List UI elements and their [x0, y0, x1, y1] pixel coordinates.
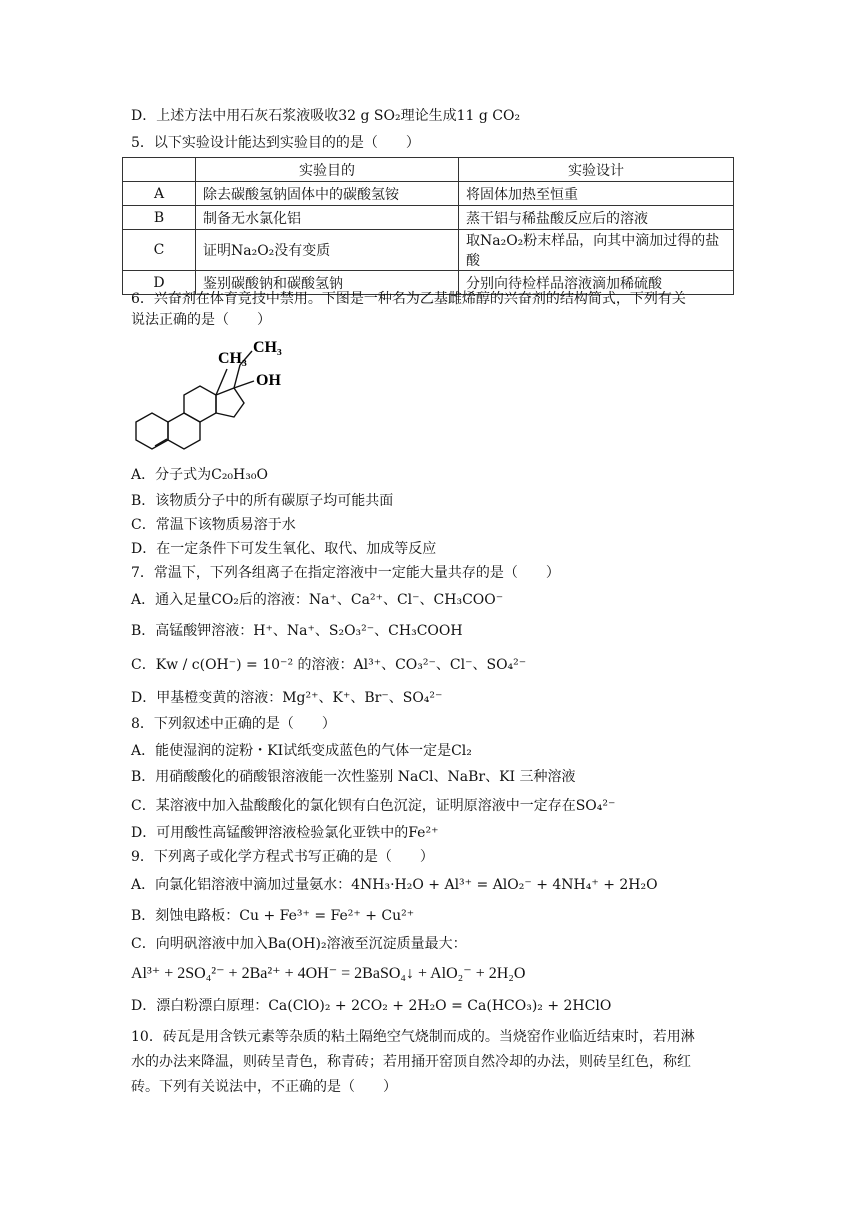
q7-stem: 7．常温下，下列各组离子在指定溶液中一定能大量共存的是（ ） [131, 565, 560, 581]
q10-stem-line2: 水的办法来降温，则砖呈青色，称青砖；若用捅开窑顶自然冷却的办法，则砖呈红色，称红 [131, 1054, 691, 1070]
ethylestrenol-structure [128, 335, 318, 460]
table-row [123, 230, 734, 271]
table-header-row [123, 158, 734, 182]
ch3-methyl-label: CH₃ [218, 350, 247, 367]
row-key: C [123, 230, 196, 271]
table-row [123, 206, 734, 230]
ring-b [168, 413, 200, 449]
q6-option-d: D．在一定条件下可发生氧化、取代、加成等反应 [131, 541, 437, 557]
q7-option-c: C．Kw / c(OH⁻) = 10⁻² 的溶液：Al³⁺、CO₃²⁻、Cl⁻、SO₄²⁻ [131, 657, 527, 673]
q8-option-c: C．某溶液中加入盐酸酸化的氯化钡有白色沉淀，证明原溶液中一定存在SO₄²⁻ [131, 798, 616, 814]
q9-option-c: C．向明矾溶液中加入Ba(OH)₂溶液至沉淀质量最大： [131, 936, 467, 952]
row-purpose: 证明Na₂O₂没有变质 [196, 230, 459, 271]
ring-d [216, 388, 244, 417]
table-header-design: 实验设计 [459, 158, 734, 182]
ring-a [136, 413, 168, 449]
q8-stem: 8．下列叙述中正确的是（ ） [131, 716, 336, 732]
q6-stem-line2: 说法正确的是（ ） [131, 312, 271, 328]
q10-stem-line1: 10．砖瓦是用含铁元素等杂质的粘土隔绝空气烧制而成的。当烧窑作业临近结束时，若用淋 [131, 1029, 695, 1045]
row-key: B [123, 206, 196, 230]
q8-option-a: A．能使湿润的淀粉・KI试纸变成蓝色的气体一定是Cl₂ [131, 743, 472, 759]
q9-stem: 9．下列离子或化学方程式书写正确的是（ ） [131, 849, 434, 865]
row-design: 将固体加热至恒重 [459, 182, 734, 206]
ethyl-bond-1 [234, 365, 240, 388]
q6-option-a: A．分子式为C₂₀H₃₀O [131, 467, 268, 483]
q5-table [122, 157, 734, 295]
q6-option-b: B．该物质分子中的所有碳原子均可能共面 [131, 493, 394, 509]
q9-option-a: A．向氯化铝溶液中滴加过量氨水：4NH₃·H₂O + Al³⁺ = AlO₂⁻ + 4NH₄⁺ + 2H₂O [131, 877, 658, 893]
row-design: 分别向待检样品溶液滴加稀硫酸 [459, 271, 734, 295]
q8-option-d: D．可用酸性高锰酸钾溶液检验氯化亚铁中的Fe²⁺ [131, 825, 439, 841]
q9-option-d: D．漂白粉漂白原理：Ca(ClO)₂ + 2CO₂ + 2H₂O = Ca(HCO₃)₂ + 2HClO [131, 998, 612, 1014]
row-key: D [123, 271, 196, 295]
double-bond [155, 439, 167, 446]
ch3-ethyl-label: CH₃ [253, 339, 282, 356]
q10-stem-line3: 砖。下列有关说法中，不正确的是（ ） [131, 1079, 397, 1095]
oh-bond [234, 381, 254, 388]
q7-option-b: B．高锰酸钾溶液：H⁺、Na⁺、S₂O₃²⁻、CH₃COOH [131, 623, 463, 639]
q9-option-b: B．刻蚀电路板：Cu + Fe³⁺ = Fe²⁺ + Cu²⁺ [131, 908, 415, 924]
table-row [123, 182, 734, 206]
q5-stem: 5．以下实验设计能达到实验目的的是（ ） [131, 135, 420, 151]
q6-option-c: C．常温下该物质易溶于水 [131, 517, 296, 533]
row-purpose: 鉴别碳酸钠和碳酸氢钠 [196, 271, 459, 295]
q7-option-d: D．甲基橙变黄的溶液：Mg²⁺、K⁺、Br⁻、SO₄²⁻ [131, 690, 443, 706]
oh-label: OH [256, 372, 281, 389]
row-design: 蒸干铝与稀盐酸反应后的溶液 [459, 206, 734, 230]
row-key: A [123, 182, 196, 206]
q9-option-c-equation: Al³⁺ + 2SO₄²⁻ + 2Ba²⁺ + 4OH⁻ = 2BaSO₄↓ + AlO₂⁻ + 2H₂O [131, 965, 526, 982]
q6-stem-line1: 6．兴奋剂在体育竞技中禁用。下图是一种名为乙基雌烯醇的兴奋剂的结构简式，下列有关 [131, 291, 686, 307]
ring-c [184, 386, 216, 422]
q4-option-d: D．上述方法中用石灰石浆液吸收32 g SO₂理论生成11 g CO₂ [131, 108, 521, 124]
q8-option-b: B．用硝酸酸化的硝酸银溶液能一次性鉴别 NaCl、NaBr、KI 三种溶液 [131, 769, 576, 785]
row-purpose: 制备无水氯化铝 [196, 206, 459, 230]
table-header-purpose: 实验目的 [196, 158, 459, 182]
table-header-empty [123, 158, 196, 182]
row-purpose: 除去碳酸氢钠固体中的碳酸氢铵 [196, 182, 459, 206]
q7-option-a: A．通入足量CO₂后的溶液：Na⁺、Ca²⁺、Cl⁻、CH₃COO⁻ [131, 592, 504, 608]
row-design: 取Na₂O₂粉末样品，向其中滴加过得的盐酸 [459, 230, 734, 271]
